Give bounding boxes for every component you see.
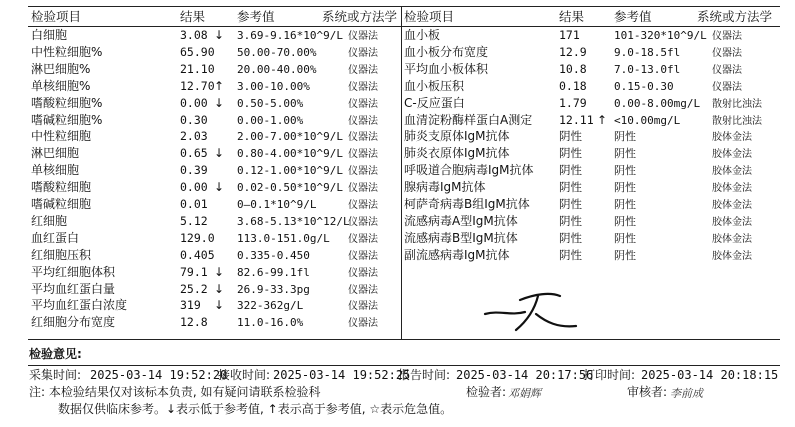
item-name: 红细胞 <box>31 213 68 228</box>
reference-range: 9.0-18.5fl <box>614 45 681 59</box>
result-value: 0.405 <box>180 247 215 262</box>
receive-time-label: 接收时间: <box>218 368 271 382</box>
item-name: 嗜酸粒细胞 <box>31 180 92 195</box>
collect-time-value: 2025-03-14 19:52:20 <box>90 368 228 382</box>
method-label: 胶体金法 <box>712 250 752 262</box>
left-header-reference: 参考值 <box>237 9 275 24</box>
reference-range: 0.00-8.00mg/L <box>614 96 701 110</box>
result-value: 阴性 <box>559 247 582 262</box>
item-name: 白细胞 <box>31 28 68 42</box>
item-name: 柯萨奇病毒B组IgM抗体 <box>404 197 530 211</box>
print-time-value: 2025-03-14 20:18:15 <box>641 368 779 382</box>
report-time-label: 报告时间: <box>398 368 451 382</box>
method-label: 仪器法 <box>712 47 742 59</box>
result-value: 12.9 <box>559 44 587 59</box>
right-header-method: 系统或方法学 <box>697 9 773 24</box>
method-label: 仪器法 <box>348 81 378 93</box>
result-flag: ↑ <box>214 78 225 93</box>
method-label: 仪器法 <box>348 98 378 110</box>
item-name: 流感病毒A型IgM抗体 <box>404 213 518 228</box>
item-name: 平均红细胞体积 <box>31 264 116 279</box>
item-name: 血小板 <box>404 28 441 42</box>
result-value: 319 <box>180 298 201 313</box>
method-label: 胶体金法 <box>712 200 752 211</box>
reference-range: 阴性 <box>614 181 636 195</box>
item-name: 肺炎衣原体IgM抗体 <box>404 146 510 161</box>
method-label: 仪器法 <box>348 301 378 313</box>
reference-range: 113.0-151.0g/L <box>237 231 330 245</box>
method-label: 仪器法 <box>348 64 378 76</box>
item-name: 腺病毒IgM抗体 <box>404 180 486 195</box>
method-label: 胶体金法 <box>712 149 752 161</box>
table-row <box>0 196 795 213</box>
item-name: 单核细胞 <box>31 163 80 178</box>
result-value: 0.01 <box>180 197 208 211</box>
result-flag: ↓ <box>214 146 225 161</box>
method-label: 仪器法 <box>348 216 378 228</box>
item-name: 呼吸道合胞病毒IgM抗体 <box>404 163 534 178</box>
result-value: 25.2 <box>180 281 208 296</box>
reference-range: 阴性 <box>614 130 636 144</box>
result-value: 3.08 <box>180 28 208 42</box>
reference-range: 101-320*10^9/L <box>614 29 707 42</box>
result-value: 129.0 <box>180 230 215 245</box>
method-label: 仪器法 <box>348 250 378 262</box>
table-row <box>0 95 795 112</box>
table-bottom-border <box>28 339 780 340</box>
table-row <box>0 145 795 162</box>
result-value: 2.03 <box>180 129 208 144</box>
table-row <box>0 44 795 61</box>
reference-range: 0.80-4.00*10^9/L <box>237 147 343 161</box>
result-flag: ↓ <box>214 264 225 279</box>
table-row <box>0 61 795 78</box>
reference-range: 0.12-1.00*10^9/L <box>237 164 343 178</box>
item-name: 血小板压积 <box>404 78 465 93</box>
reference-range: 阴性 <box>614 248 636 262</box>
reference-range: 0.335-0.450 <box>237 248 310 262</box>
reference-range: 20.00-40.00% <box>237 62 317 76</box>
method-label: 仪器法 <box>348 47 378 59</box>
note-line-2: 数据仅供临床参考。↓表示低于参考值, ↑表示高于参考值, ☆表示危急值。 <box>58 402 453 416</box>
reference-range: 50.00-70.00% <box>237 45 317 59</box>
reviewer-label: 审核者: <box>627 385 668 399</box>
signature-scribble <box>480 286 590 336</box>
method-label: 仪器法 <box>712 31 742 42</box>
reference-range: 0—0.1*10^9/L <box>237 198 317 211</box>
reference-range: 0.00-1.00% <box>237 113 304 127</box>
table-row <box>0 297 795 314</box>
method-label: 仪器法 <box>348 284 378 296</box>
method-label: 仪器法 <box>348 132 378 144</box>
item-name: 血红蛋白 <box>31 230 80 245</box>
item-name: 红细胞压积 <box>31 247 92 262</box>
result-value: 0.00 <box>180 180 208 195</box>
item-name: 流感病毒B型IgM抗体 <box>404 230 518 245</box>
table-row <box>0 112 795 129</box>
right-header-result: 结果 <box>559 9 585 24</box>
item-name: 淋巴细胞% <box>31 61 91 76</box>
method-label: 散射比浊法 <box>712 115 762 127</box>
item-name: 副流感病毒IgM抗体 <box>404 247 510 262</box>
method-label: 仪器法 <box>712 81 742 93</box>
reference-range: 0.02-0.50*10^9/L <box>237 181 343 195</box>
note-line-1: 注: 本检验结果仅对该标本负责, 如有疑问请联系检验科 <box>29 385 321 399</box>
tester-signature: 邓娟辉 <box>508 387 541 400</box>
result-value: 0.00 <box>180 95 208 110</box>
item-name: 嗜碱粒细胞% <box>31 112 103 127</box>
result-value: 0.18 <box>559 78 587 93</box>
method-label: 胶体金法 <box>712 233 752 245</box>
method-label: 仪器法 <box>712 64 742 76</box>
table-row <box>0 247 795 264</box>
footer-top-border <box>28 365 780 366</box>
reference-range: 3.68-5.13*10^12/L <box>237 214 350 228</box>
reference-range: 0.50-5.00% <box>237 96 304 110</box>
result-value: 阴性 <box>559 197 582 211</box>
item-name: 中性粒细胞 <box>31 129 92 144</box>
print-time-label: 打印时间: <box>583 368 636 382</box>
reference-range: <10.00mg/L <box>614 113 681 127</box>
reference-range: 阴性 <box>614 147 636 161</box>
method-label: 胶体金法 <box>712 216 752 228</box>
result-value: 1.79 <box>559 95 587 110</box>
result-flag: ↓ <box>214 180 225 195</box>
reference-range: 2.00-7.00*10^9/L <box>237 130 343 144</box>
method-label: 胶体金法 <box>712 166 752 178</box>
left-header-item: 检验项目 <box>31 9 82 24</box>
result-value: 阴性 <box>559 129 582 144</box>
item-name: 嗜碱粒细胞 <box>31 197 92 211</box>
method-label: 仪器法 <box>348 233 378 245</box>
result-flag: ↓ <box>214 95 225 110</box>
result-value: 21.10 <box>180 61 215 76</box>
item-name: 红细胞分布宽度 <box>31 315 116 330</box>
result-value: 12.70 <box>180 78 215 93</box>
item-name: 平均血红蛋白量 <box>31 281 116 296</box>
reference-range: 26.9-33.3pg <box>237 282 310 296</box>
opinion-label: 检验意见: <box>29 347 82 361</box>
result-value: 0.65 <box>180 146 208 161</box>
method-label: 散射比浊法 <box>712 98 762 110</box>
result-flag: ↓ <box>214 281 225 296</box>
result-value: 阴性 <box>559 213 582 228</box>
result-value: 阴性 <box>559 180 582 195</box>
item-name: 血小板分布宽度 <box>404 44 489 59</box>
method-label: 仪器法 <box>348 200 378 211</box>
left-header-method: 系统或方法学 <box>322 9 398 24</box>
reference-range: 3.69-9.16*10^9/L <box>237 29 343 42</box>
item-name: C-反应蛋白 <box>404 95 465 110</box>
table-row <box>0 78 795 95</box>
table-row <box>0 230 795 247</box>
item-name: 中性粒细胞% <box>31 44 103 59</box>
reviewer-signature: 李前成 <box>670 387 703 400</box>
table-row <box>0 27 795 44</box>
method-label: 仪器法 <box>348 166 378 178</box>
result-value: 65.90 <box>180 44 215 59</box>
result-value: 171 <box>559 28 580 42</box>
table-row <box>0 314 795 331</box>
report-time-value: 2025-03-14 20:17:56 <box>456 368 594 382</box>
reference-range: 11.0-16.0% <box>237 316 304 330</box>
right-header-reference: 参考值 <box>614 9 652 24</box>
method-label: 胶体金法 <box>712 132 752 144</box>
result-value: 10.8 <box>559 61 587 76</box>
reference-range: 3.00-10.00% <box>237 79 310 93</box>
result-value: 0.39 <box>180 163 208 178</box>
item-name: 肺炎支原体IgM抗体 <box>404 129 510 144</box>
result-value: 阴性 <box>559 230 582 245</box>
collect-time-label: 采集时间: <box>29 368 82 382</box>
receive-time-value: 2025-03-14 19:52:25 <box>273 368 411 382</box>
result-value: 79.1 <box>180 264 208 279</box>
reference-range: 322-362g/L <box>237 299 304 313</box>
left-header-result: 结果 <box>180 9 206 24</box>
item-name: 淋巴细胞 <box>31 146 80 161</box>
table-row <box>0 264 795 281</box>
table-top-border <box>28 6 780 7</box>
item-name: 单核细胞% <box>31 78 91 93</box>
result-flag: ↓ <box>214 28 225 42</box>
result-value: 0.30 <box>180 112 208 127</box>
result-value: 阴性 <box>559 146 582 161</box>
reference-range: 阴性 <box>614 198 636 211</box>
result-value: 阴性 <box>559 163 582 178</box>
table-row <box>0 179 795 196</box>
result-value: 5.12 <box>180 213 208 228</box>
right-header-item: 检验项目 <box>404 9 455 24</box>
reference-range: 阴性 <box>614 231 636 245</box>
method-label: 仪器法 <box>348 31 378 42</box>
table-row <box>0 281 795 298</box>
method-label: 胶体金法 <box>712 183 752 195</box>
result-flag: ↑ <box>597 112 608 127</box>
item-name: 血清淀粉酶样蛋白A测定 <box>404 112 533 127</box>
item-name: 嗜酸粒细胞% <box>31 95 103 110</box>
item-name: 平均血小板体积 <box>404 61 489 76</box>
tester-label: 检验者: <box>466 385 507 399</box>
reference-range: 0.15-0.30 <box>614 79 674 93</box>
method-label: 仪器法 <box>348 267 378 279</box>
reference-range: 阴性 <box>614 214 636 228</box>
result-value: 12.11 <box>559 112 594 127</box>
method-label: 仪器法 <box>348 183 378 195</box>
table-row <box>0 213 795 230</box>
table-row <box>0 128 795 145</box>
reference-range: 7.0-13.0fl <box>614 62 681 76</box>
result-flag: ↓ <box>214 298 225 313</box>
item-name: 平均血红蛋白浓度 <box>31 298 128 313</box>
table-row <box>0 162 795 179</box>
method-label: 仪器法 <box>348 115 378 127</box>
method-label: 仪器法 <box>348 149 378 161</box>
reference-range: 82.6-99.1fl <box>237 265 310 279</box>
method-label: 仪器法 <box>348 318 378 330</box>
result-value: 12.8 <box>180 315 208 330</box>
reference-range: 阴性 <box>614 164 636 178</box>
